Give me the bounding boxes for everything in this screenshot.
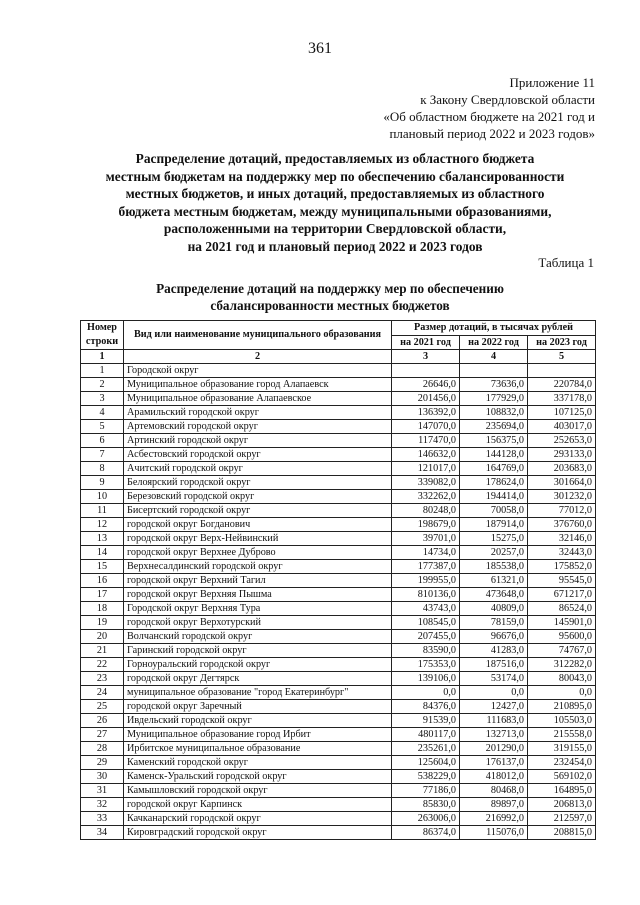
row-number-cell: 12	[81, 518, 124, 532]
row-number-cell: 8	[81, 462, 124, 476]
table-row	[81, 784, 596, 798]
amount-2022-cell: 41283,0	[460, 644, 528, 658]
table-row	[81, 742, 596, 756]
row-number-cell: 7	[81, 448, 124, 462]
amount-2022-cell: 20257,0	[460, 546, 528, 560]
row-number-cell: 3	[81, 392, 124, 406]
table-row	[81, 756, 596, 770]
row-number-cell: 5	[81, 420, 124, 434]
amount-2023-cell: 164895,0	[528, 784, 596, 798]
amount-2022-cell: 0,0	[460, 686, 528, 700]
municipality-name-cell: городской округ Карпинск	[124, 798, 392, 812]
row-number-cell: 28	[81, 742, 124, 756]
row-number-cell: 34	[81, 826, 124, 840]
amount-2023-cell: 293133,0	[528, 448, 596, 462]
amount-2022-cell: 164769,0	[460, 462, 528, 476]
table-row	[81, 378, 596, 392]
amount-2021-cell: 339082,0	[392, 476, 460, 490]
amount-2023-cell: 212597,0	[528, 812, 596, 826]
amount-2021-cell: 136392,0	[392, 406, 460, 420]
municipality-name-cell: Горноуральский городской округ	[124, 658, 392, 672]
appendix-line: к Закону Свердловской области	[420, 92, 595, 107]
municipality-name-cell: Артинский городской округ	[124, 434, 392, 448]
amount-2021-cell: 480117,0	[392, 728, 460, 742]
amount-2023-cell: 0,0	[528, 686, 596, 700]
title-line: местных бюджетов, и иных дотаций, предоставляемых из областного	[125, 186, 545, 201]
table-row	[81, 406, 596, 420]
amount-2022-cell: 53174,0	[460, 672, 528, 686]
title-line: расположенными на территории Свердловской области,	[163, 221, 507, 236]
table-row	[81, 448, 596, 462]
table-row	[81, 616, 596, 630]
row-number-cell: 15	[81, 560, 124, 574]
table-title-line: сбалансированности местных бюджетов	[210, 298, 450, 313]
municipality-name-cell: Муниципальное образование Алапаевское	[124, 392, 392, 406]
title-line: на 2021 год и плановый период 2022 и 2023 годов	[187, 238, 483, 254]
amount-2022-cell: 73636,0	[460, 378, 528, 392]
amount-2021-cell: 201456,0	[392, 392, 460, 406]
table-row	[81, 462, 596, 476]
page-number: 361	[308, 40, 332, 57]
amount-2023-cell: 569102,0	[528, 770, 596, 784]
appendix-line: Приложение 11	[509, 75, 595, 90]
amount-2022-cell: 178624,0	[460, 476, 528, 490]
row-number-cell: 1	[81, 364, 124, 378]
table-row	[81, 546, 596, 560]
title-line: Распределение дотаций, предоставляемых из областного бюджета	[135, 151, 535, 166]
amount-2023-cell: 32443,0	[528, 546, 596, 560]
municipality-name-cell: городской округ Верхний Тагил	[124, 574, 392, 588]
municipality-name-cell: Березовский городской округ	[124, 490, 392, 504]
header-row-number: Номер строки	[81, 321, 124, 350]
amount-2021-cell: 207455,0	[392, 630, 460, 644]
table-title	[120, 280, 540, 314]
municipality-name-cell: Бисертский городской округ	[124, 504, 392, 518]
table-row	[81, 392, 596, 406]
table-row	[81, 518, 596, 532]
amount-2022-cell: 40809,0	[460, 602, 528, 616]
amount-2022-cell: 108832,0	[460, 406, 528, 420]
header-year-2021: на 2021 год	[392, 335, 460, 350]
amount-2023-cell: 220784,0	[528, 378, 596, 392]
title-line: местным бюджетам на поддержку мер по обеспечению сбалансированности	[105, 168, 565, 184]
amount-2021-cell: 177387,0	[392, 560, 460, 574]
amount-2021-cell: 80248,0	[392, 504, 460, 518]
amount-2021-cell: 199955,0	[392, 574, 460, 588]
amount-2023-cell: 74767,0	[528, 644, 596, 658]
amount-2022-cell: 111683,0	[460, 714, 528, 728]
table-body	[81, 364, 596, 840]
municipality-name-cell: Гаринский городской округ	[124, 644, 392, 658]
municipality-name-cell: муниципальное образование "город Екатеринбург"	[124, 686, 392, 700]
amount-2023-cell: 95600,0	[528, 630, 596, 644]
amount-2021-cell: 332262,0	[392, 490, 460, 504]
header-year-2023: на 2023 год	[528, 335, 596, 350]
amount-2021-cell: 85830,0	[392, 798, 460, 812]
amount-2022-cell: 216992,0	[460, 812, 528, 826]
amount-2023-cell	[528, 364, 596, 378]
amount-2023-cell: 301232,0	[528, 490, 596, 504]
amount-2022-cell: 80468,0	[460, 784, 528, 798]
amount-2023-cell: 210895,0	[528, 700, 596, 714]
amount-2021-cell: 538229,0	[392, 770, 460, 784]
amount-2021-cell: 125604,0	[392, 756, 460, 770]
row-number-cell: 4	[81, 406, 124, 420]
table-row	[81, 658, 596, 672]
municipality-name-cell: Арамильский городской округ	[124, 406, 392, 420]
municipality-name-cell: городской округ Верх-Нейвинский	[124, 532, 392, 546]
municipality-name-cell: Каменский городской округ	[124, 756, 392, 770]
municipality-name-cell: Артемовский городской округ	[124, 420, 392, 434]
amount-2021-cell: 43743,0	[392, 602, 460, 616]
amount-2021-cell: 83590,0	[392, 644, 460, 658]
municipality-name-cell: Городской округ	[124, 364, 392, 378]
amount-2023-cell: 208815,0	[528, 826, 596, 840]
column-index: 1	[81, 350, 124, 364]
table-row	[81, 700, 596, 714]
column-index: 2	[124, 350, 392, 364]
amount-2021-cell: 263006,0	[392, 812, 460, 826]
municipality-name-cell: Асбестовский городской округ	[124, 448, 392, 462]
amount-2023-cell: 206813,0	[528, 798, 596, 812]
amount-2023-cell: 32146,0	[528, 532, 596, 546]
table-title-line: Распределение дотаций на поддержку мер по обеспечению	[156, 281, 504, 296]
municipality-name-cell: Муниципальное образование город Алапаевск	[124, 378, 392, 392]
table-row	[81, 714, 596, 728]
municipality-name-cell: Муниципальное образование город Ирбит	[124, 728, 392, 742]
amount-2023-cell: 312282,0	[528, 658, 596, 672]
title-line: бюджета местным бюджетам, между муниципальными образованиями,	[118, 203, 552, 219]
amount-2022-cell: 115076,0	[460, 826, 528, 840]
row-number-cell: 23	[81, 672, 124, 686]
amount-2021-cell: 147070,0	[392, 420, 460, 434]
row-number-cell: 33	[81, 812, 124, 826]
municipality-name-cell: Волчанский городской округ	[124, 630, 392, 644]
amount-2023-cell: 301664,0	[528, 476, 596, 490]
row-number-cell: 9	[81, 476, 124, 490]
appendix-reference	[295, 74, 595, 142]
row-number-cell: 30	[81, 770, 124, 784]
amount-2023-cell: 80043,0	[528, 672, 596, 686]
amount-2021-cell: 198679,0	[392, 518, 460, 532]
table-row	[81, 532, 596, 546]
column-index: 4	[460, 350, 528, 364]
row-number-cell: 13	[81, 532, 124, 546]
row-number-cell: 2	[81, 378, 124, 392]
table-row	[81, 630, 596, 644]
amount-2023-cell: 95545,0	[528, 574, 596, 588]
amount-2022-cell: 235694,0	[460, 420, 528, 434]
header-amount: Размер дотаций, в тысячах рублей	[392, 321, 596, 336]
municipality-name-cell: Ирбитское муниципальное образование	[124, 742, 392, 756]
row-number-cell: 21	[81, 644, 124, 658]
table-row	[81, 588, 596, 602]
amount-2021-cell: 77186,0	[392, 784, 460, 798]
appendix-line: «Об областном бюджете на 2021 год и	[383, 109, 595, 124]
amount-2021-cell: 91539,0	[392, 714, 460, 728]
municipality-name-cell: городской округ Верхнее Дуброво	[124, 546, 392, 560]
municipality-name-cell: Верхнесалдинский городской округ	[124, 560, 392, 574]
table-row	[81, 672, 596, 686]
amount-2023-cell: 252653,0	[528, 434, 596, 448]
table-row	[81, 826, 596, 840]
municipality-name-cell: Кировградский городской округ	[124, 826, 392, 840]
amount-2022-cell: 132713,0	[460, 728, 528, 742]
row-number-cell: 11	[81, 504, 124, 518]
amount-2022-cell: 15275,0	[460, 532, 528, 546]
municipality-name-cell: городской округ Богданович	[124, 518, 392, 532]
amount-2023-cell: 376760,0	[528, 518, 596, 532]
amount-2023-cell: 203683,0	[528, 462, 596, 476]
table-row	[81, 420, 596, 434]
amount-2022-cell: 96676,0	[460, 630, 528, 644]
amount-2021-cell: 14734,0	[392, 546, 460, 560]
amount-2022-cell: 176137,0	[460, 756, 528, 770]
municipality-name-cell: Качканарский городской округ	[124, 812, 392, 826]
table-row	[81, 574, 596, 588]
header-name: Вид или наименование муниципального образования	[124, 321, 392, 350]
amount-2023-cell: 77012,0	[528, 504, 596, 518]
amount-2021-cell: 121017,0	[392, 462, 460, 476]
amount-2021-cell: 139106,0	[392, 672, 460, 686]
column-index: 5	[528, 350, 596, 364]
municipality-name-cell: городской округ Верхотурский	[124, 616, 392, 630]
amount-2021-cell: 39701,0	[392, 532, 460, 546]
amount-2022-cell: 187914,0	[460, 518, 528, 532]
amount-2021-cell: 146632,0	[392, 448, 460, 462]
amount-2023-cell: 337178,0	[528, 392, 596, 406]
municipality-name-cell: городской округ Дегтярск	[124, 672, 392, 686]
row-number-cell: 25	[81, 700, 124, 714]
table-row	[81, 728, 596, 742]
amount-2022-cell: 473648,0	[460, 588, 528, 602]
amount-2021-cell: 810136,0	[392, 588, 460, 602]
municipality-name-cell: Ачитский городской округ	[124, 462, 392, 476]
amount-2022-cell: 78159,0	[460, 616, 528, 630]
municipality-name-cell: Городской округ Верхняя Тура	[124, 602, 392, 616]
row-number-cell: 6	[81, 434, 124, 448]
amount-2021-cell: 175353,0	[392, 658, 460, 672]
municipality-name-cell: Камышловский городской округ	[124, 784, 392, 798]
amount-2023-cell: 105503,0	[528, 714, 596, 728]
municipality-name-cell: Ивдельский городской округ	[124, 714, 392, 728]
table-row	[81, 504, 596, 518]
amount-2021-cell: 86374,0	[392, 826, 460, 840]
amount-2023-cell: 671217,0	[528, 588, 596, 602]
amount-2022-cell: 61321,0	[460, 574, 528, 588]
amount-2022-cell	[460, 364, 528, 378]
header-year-2022: на 2022 год	[460, 335, 528, 350]
amount-2021-cell: 0,0	[392, 686, 460, 700]
row-number-cell: 18	[81, 602, 124, 616]
municipality-name-cell: Каменск-Уральский городской округ	[124, 770, 392, 784]
table-row	[81, 434, 596, 448]
amount-2021-cell	[392, 364, 460, 378]
amount-2023-cell: 86524,0	[528, 602, 596, 616]
table-row	[81, 490, 596, 504]
municipality-name-cell: городской округ Заречный	[124, 700, 392, 714]
row-number-cell: 17	[81, 588, 124, 602]
table-row	[81, 476, 596, 490]
row-number-cell: 26	[81, 714, 124, 728]
amount-2022-cell: 418012,0	[460, 770, 528, 784]
amount-2022-cell: 187516,0	[460, 658, 528, 672]
amount-2023-cell: 403017,0	[528, 420, 596, 434]
row-number-cell: 16	[81, 574, 124, 588]
row-number-cell: 32	[81, 798, 124, 812]
table-row	[81, 602, 596, 616]
amount-2022-cell: 156375,0	[460, 434, 528, 448]
amount-2023-cell: 145901,0	[528, 616, 596, 630]
subsidy-table	[80, 320, 596, 840]
amount-2021-cell: 84376,0	[392, 700, 460, 714]
row-number-cell: 24	[81, 686, 124, 700]
row-number-cell: 14	[81, 546, 124, 560]
municipality-name-cell: городской округ Верхняя Пышма	[124, 588, 392, 602]
amount-2023-cell: 215558,0	[528, 728, 596, 742]
row-number-cell: 10	[81, 490, 124, 504]
amount-2022-cell: 144128,0	[460, 448, 528, 462]
amount-2021-cell: 235261,0	[392, 742, 460, 756]
column-index: 3	[392, 350, 460, 364]
row-number-cell: 31	[81, 784, 124, 798]
table-row	[81, 364, 596, 378]
amount-2022-cell: 185538,0	[460, 560, 528, 574]
amount-2022-cell: 194414,0	[460, 490, 528, 504]
table-label: Таблица 1	[538, 255, 594, 270]
amount-2021-cell: 117470,0	[392, 434, 460, 448]
row-number-cell: 19	[81, 616, 124, 630]
table-row	[81, 686, 596, 700]
amount-2022-cell: 12427,0	[460, 700, 528, 714]
row-number-cell: 22	[81, 658, 124, 672]
amount-2023-cell: 175852,0	[528, 560, 596, 574]
row-number-cell: 20	[81, 630, 124, 644]
table-row	[81, 770, 596, 784]
amount-2023-cell: 319155,0	[528, 742, 596, 756]
document-title	[95, 150, 575, 255]
row-number-cell: 29	[81, 756, 124, 770]
amount-2022-cell: 89897,0	[460, 798, 528, 812]
table-row	[81, 812, 596, 826]
appendix-line: плановый период 2022 и 2023 годов»	[389, 126, 595, 141]
municipality-name-cell: Белоярский городской округ	[124, 476, 392, 490]
amount-2022-cell: 177929,0	[460, 392, 528, 406]
table-row	[81, 560, 596, 574]
row-number-cell: 27	[81, 728, 124, 742]
amount-2023-cell: 107125,0	[528, 406, 596, 420]
amount-2021-cell: 26646,0	[392, 378, 460, 392]
table-row	[81, 798, 596, 812]
amount-2022-cell: 201290,0	[460, 742, 528, 756]
table-row	[81, 644, 596, 658]
amount-2023-cell: 232454,0	[528, 756, 596, 770]
column-index-row	[81, 350, 596, 364]
amount-2021-cell: 108545,0	[392, 616, 460, 630]
amount-2022-cell: 70058,0	[460, 504, 528, 518]
